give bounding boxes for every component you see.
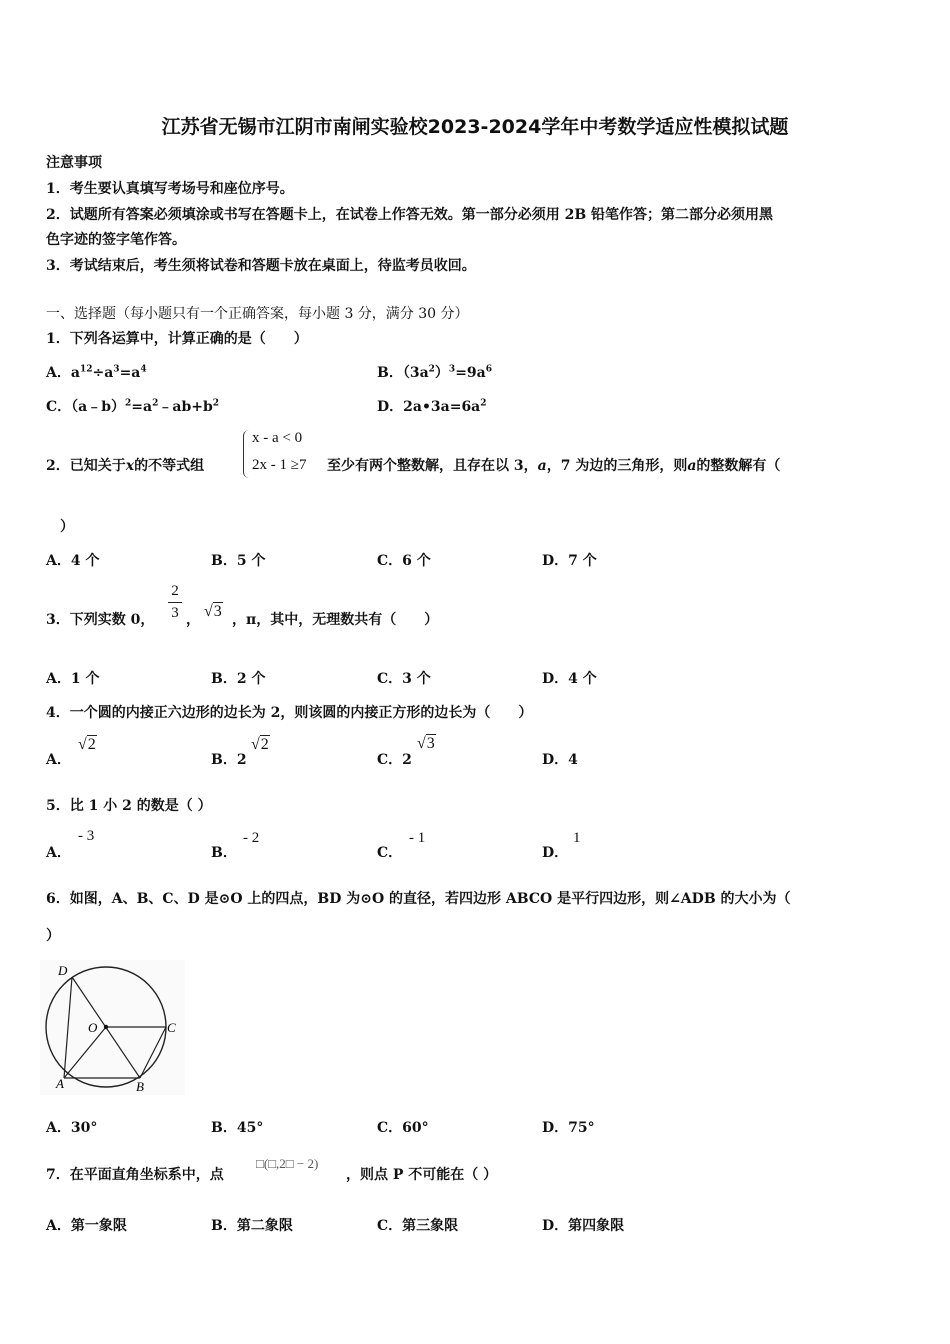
q1-option-c: C．$(a﹣b)^2=a^2﹣ab+b^2$ [46, 398, 220, 415]
q2-stem-close: ） [60, 519, 74, 535]
q5-option-c-label: C． [377, 845, 403, 861]
label-c: C [167, 1020, 176, 1035]
q6-option-b: B．45° [211, 1120, 264, 1136]
q2-inequality-2: 2x - 1 ≥7 [252, 457, 307, 473]
notice-item-2: 2．试题所有答案必须填涂或书写在答题卡上，在试卷上作答无效。第一部分必须用 2B 铅笔作答；第二部分必须用黑 [46, 207, 774, 223]
q6-figure [40, 960, 185, 1095]
q4-option-b-label: B．2 [211, 752, 247, 768]
q3-option-a: A．1 个 [46, 671, 100, 687]
q1-option-d: D．$2a•3a=6a^2$ [377, 398, 487, 415]
label-o: O [88, 1020, 98, 1035]
sqrt-icon: √ [78, 736, 87, 753]
q2-stem-post: 至少有两个整数解，且存在以 3，a，7 为边的三角形，则a的整数解有（ [327, 458, 781, 474]
q4-option-b-sqrt: √2 [251, 736, 269, 753]
sqrt-icon: √ [204, 603, 213, 620]
q2-option-d: D．7 个 [542, 553, 597, 569]
q3-stem-pre: 3．下列实数 0， [46, 612, 155, 628]
q5-option-c-value: - 1 [409, 830, 426, 846]
q4-option-a-sqrt: √2 [78, 736, 96, 753]
q7-option-c: C．第三象限 [377, 1218, 459, 1234]
q5-option-a-label: A． [46, 845, 71, 861]
q1-stem: 1．下列各运算中，计算正确的是（ ） [46, 331, 308, 347]
q7-option-b: B．第二象限 [211, 1218, 293, 1234]
q4-option-a-label: A． [46, 752, 71, 768]
notice-item-2-cont: 色字迹的签字笔作答。 [46, 232, 186, 248]
label-a: A [56, 1076, 64, 1091]
q3-comma: ， [186, 612, 200, 628]
q4-option-c-label: C．2 [377, 752, 412, 768]
q4-option-c-sqrt: √3 [417, 735, 435, 752]
q6-option-d: D．75° [542, 1120, 595, 1136]
q5-option-b-label: B． [211, 845, 237, 861]
q3-option-b: B．2 个 [211, 671, 266, 687]
notice-item-1: 1．考生要认真填写考场号和座位序号。 [46, 181, 294, 197]
q7-option-d: D．第四象限 [542, 1218, 625, 1234]
q5-stem: 5．比 1 小 2 的数是（ ） [46, 798, 212, 814]
q3-option-c: C．3 个 [377, 671, 431, 687]
q2-system-brace [243, 430, 250, 478]
page-title: 江苏省无锡市江阴市南闸实验校2023-2024学年中考数学适应性模拟试题 [161, 116, 789, 138]
sqrt-icon: √ [251, 736, 260, 753]
q5-option-d-label: D． [542, 845, 569, 861]
q4-option-d: D．4 [542, 752, 578, 768]
q1-option-b: B．$(3a^2)^3=9a^6$ [377, 364, 492, 381]
center-point [104, 1025, 108, 1029]
q2-option-b: B．5 个 [211, 553, 266, 569]
notice-heading: 注意事项 [46, 155, 102, 171]
q3-stem-post: ，π，其中，无理数共有（ ） [232, 612, 439, 628]
q5-option-a-value: - 3 [78, 828, 95, 844]
q1-option-a: A．$a^{12}\div a^3=a^4$ [46, 364, 147, 381]
notice-item-3: 3．考试结束后，考生须将试卷和答题卡放在桌面上，待监考员收回。 [46, 258, 476, 274]
fraction-numerator: 2 [171, 583, 179, 599]
q5-option-b-value: - 2 [243, 830, 260, 846]
q2-option-a: A．4 个 [46, 553, 100, 569]
label-b: B [136, 1079, 144, 1094]
q6-option-a: A．30° [46, 1120, 98, 1136]
q3-option-d: D．4 个 [542, 671, 597, 687]
q4-stem: 4．一个圆的内接正六边形的边长为 2，则该圆的内接正方形的边长为（ ） [46, 705, 533, 721]
q7-option-a: A．第一象限 [46, 1218, 127, 1234]
fraction-denominator: 3 [171, 605, 179, 621]
q2-stem-pre: 2．已知关于x的不等式组 [46, 458, 205, 474]
section-heading: 一、选择题（每小题只有一个正确答案，每小题 3 分，满分 30 分） [46, 306, 469, 322]
q2-option-c: C．6 个 [377, 553, 431, 569]
sqrt-icon: √ [417, 735, 426, 752]
q6-stem: 6．如图，A、B、C、D 是⊙O 上的四点，BD 为⊙O 的直径，若四边形 ABCO 是平行四边形，则∠ADB 的大小为（ [46, 891, 791, 907]
q3-sqrt: √3 [204, 603, 222, 620]
q7-stem-post: ，则点 P 不可能在（ ） [346, 1167, 498, 1183]
q7-point-expression: □(□,2□ − 2) [256, 1156, 319, 1171]
q3-fraction [168, 583, 182, 622]
q7-stem-pre: 7．在平面直角坐标系中，点 [46, 1167, 224, 1183]
q2-inequality-1: x - a < 0 [252, 430, 303, 446]
q6-option-c: C．60° [377, 1120, 429, 1136]
label-d: D [58, 963, 68, 978]
q6-stem-close: ） [46, 928, 60, 944]
q5-option-d-value: 1 [573, 830, 581, 846]
